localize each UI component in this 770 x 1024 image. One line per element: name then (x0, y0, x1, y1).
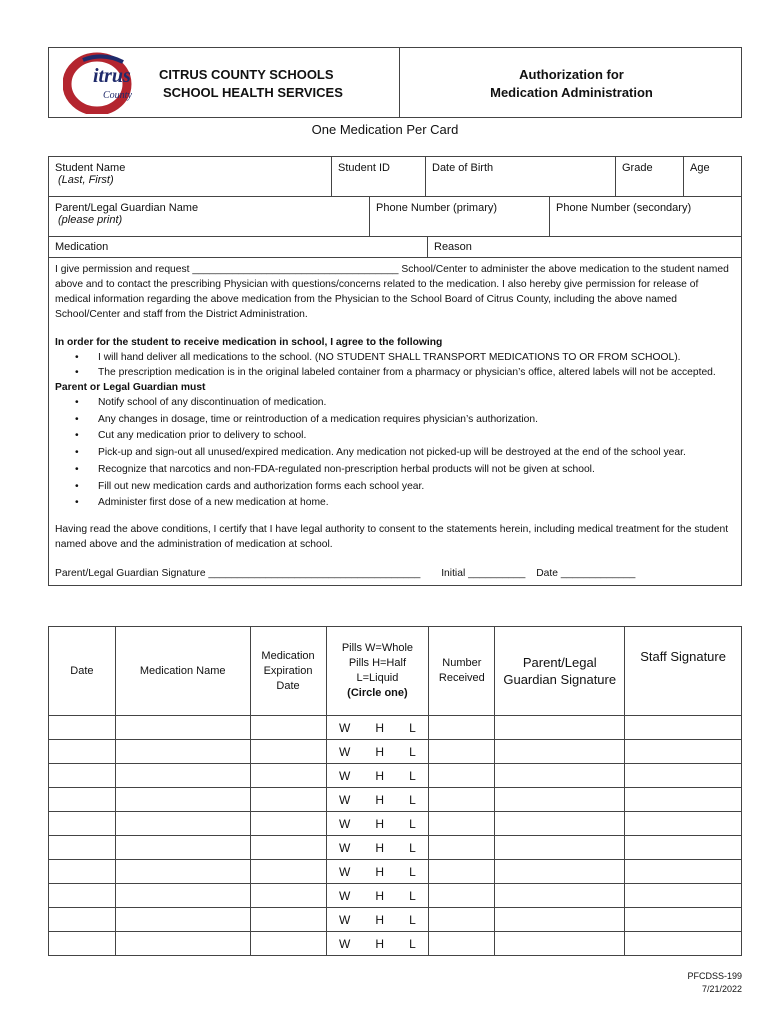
guardian-item: • Notify school of any discontinuation of medication. (55, 395, 735, 412)
pill-type-selector[interactable] (326, 740, 429, 764)
col-date: Date (49, 627, 116, 716)
pill-option[interactable]: H (375, 744, 385, 759)
log-cell[interactable] (625, 716, 742, 740)
log-cell[interactable] (115, 836, 250, 860)
pill-option[interactable]: W (339, 936, 351, 951)
agree-item: • The prescription medication is in the original labeled container from a pharmacy or physician’s office, altered labels will not be accepted. (55, 365, 735, 380)
log-cell[interactable] (495, 836, 625, 860)
log-cell[interactable] (49, 764, 116, 788)
log-cell[interactable] (495, 740, 625, 764)
pill-option[interactable]: H (375, 888, 385, 903)
certify-paragraph: Having read the above conditions, I certify that I have legal authority to consent to the statements herein, including medical treatment for the student named above and the administration of medication at school. (55, 523, 729, 550)
log-cell[interactable] (250, 836, 326, 860)
col-medication-name: Medication Name (115, 627, 250, 716)
log-cell[interactable] (49, 740, 116, 764)
pill-type-selector[interactable] (326, 788, 429, 812)
log-cell[interactable] (250, 884, 326, 908)
log-cell[interactable] (495, 860, 625, 884)
col-number-received: Number Received (429, 627, 495, 716)
log-cell[interactable] (49, 860, 116, 884)
log-cell[interactable] (429, 788, 495, 812)
log-cell[interactable] (115, 740, 250, 764)
log-row (49, 860, 742, 884)
pill-option[interactable]: W (339, 816, 351, 831)
log-cell[interactable] (49, 836, 116, 860)
log-cell[interactable] (429, 908, 495, 932)
pill-option[interactable]: L (409, 768, 416, 783)
guardian-row (49, 197, 741, 237)
pill-type-selector[interactable] (326, 812, 429, 836)
permission-paragraph: I give permission and request ____________________________________ School/Center to administer the above medication to the student named above and to contact the prescribing Physician with questions/concerns related to the medication. I also hereby give permission for release of medical information regarding the above medication from the Physician to the School Board of Citrus County, including the above named School/Center and staff from the District Administration. (55, 264, 729, 320)
pill-type-selector[interactable] (326, 860, 429, 884)
log-row (49, 764, 742, 788)
log-cell[interactable] (115, 932, 250, 956)
agree-heading: In order for the student to receive medication in school, I agree to the following (55, 337, 443, 348)
log-cell[interactable] (429, 932, 495, 956)
pill-option[interactable]: H (375, 720, 385, 735)
log-cell[interactable] (49, 716, 116, 740)
form-footer (687, 970, 742, 996)
log-cell[interactable] (115, 764, 250, 788)
log-cell[interactable] (625, 812, 742, 836)
pill-option[interactable]: L (409, 936, 416, 951)
phone-primary-field[interactable]: Phone Number (primary) (369, 197, 549, 236)
log-cell[interactable] (429, 860, 495, 884)
pill-option[interactable]: L (409, 864, 416, 879)
student-name-field[interactable]: Student Name (Last, First) (55, 162, 126, 186)
pill-option[interactable]: H (375, 792, 385, 807)
pill-type-selector[interactable] (326, 932, 429, 956)
age-field[interactable]: Age (683, 157, 741, 196)
log-cell[interactable] (495, 812, 625, 836)
pill-option[interactable]: L (409, 912, 416, 927)
log-cell[interactable] (49, 908, 116, 932)
pill-option[interactable]: H (375, 912, 385, 927)
log-cell[interactable] (495, 716, 625, 740)
log-cell[interactable] (250, 764, 326, 788)
log-cell[interactable] (250, 716, 326, 740)
pill-option[interactable]: W (339, 864, 351, 879)
guardian-item: • Administer first dose of a new medication at home. (55, 495, 735, 512)
guardian-heading: Parent or Legal Guardian must (55, 382, 206, 393)
log-cell[interactable] (115, 716, 250, 740)
log-cell[interactable] (495, 908, 625, 932)
guardian-list (55, 395, 735, 512)
log-cell[interactable] (429, 884, 495, 908)
pill-option[interactable]: W (339, 888, 351, 903)
phone-secondary-field[interactable]: Phone Number (secondary) (549, 197, 741, 236)
log-cell[interactable] (250, 908, 326, 932)
grade-field[interactable]: Grade (615, 157, 683, 196)
log-cell[interactable] (115, 908, 250, 932)
log-cell[interactable] (115, 788, 250, 812)
student-info-form (48, 156, 742, 586)
log-cell[interactable] (495, 932, 625, 956)
form-subtitle: One Medication Per Card (311, 122, 459, 137)
pill-option[interactable]: L (409, 744, 416, 759)
log-row (49, 908, 742, 932)
log-cell[interactable] (250, 860, 326, 884)
pill-option[interactable]: W (339, 840, 351, 855)
log-cell[interactable] (49, 884, 116, 908)
pill-type-selector[interactable] (326, 908, 429, 932)
pill-option[interactable]: H (375, 768, 385, 783)
pill-option[interactable]: H (375, 864, 385, 879)
log-cell[interactable] (625, 884, 742, 908)
organization-name: CITRUS COUNTY SCHOOLS SCHOOL HEALTH SERVICES (159, 67, 343, 100)
pill-option[interactable]: W (339, 720, 351, 735)
form-title: Authorization for Medication Administration (490, 67, 653, 100)
pill-option[interactable]: L (409, 720, 416, 735)
pill-option[interactable]: L (409, 888, 416, 903)
log-cell[interactable] (115, 860, 250, 884)
log-cell[interactable] (49, 932, 116, 956)
guardian-item: • Fill out new medication cards and authorization forms each school year. (55, 479, 735, 496)
log-row (49, 716, 742, 740)
log-cell[interactable] (115, 812, 250, 836)
pill-type-selector[interactable] (326, 884, 429, 908)
log-cell[interactable] (429, 764, 495, 788)
medication-field[interactable]: Medication (55, 241, 109, 253)
pill-option[interactable]: W (339, 768, 351, 783)
svg-text:itrus: itrus (93, 65, 131, 87)
col-pills: Pills W=Whole Pills H=Half L=Liquid (Circle one) (326, 627, 429, 716)
form-date: 7/21/2022 (701, 984, 742, 994)
log-cell[interactable] (625, 908, 742, 932)
log-cell[interactable] (250, 788, 326, 812)
guardian-name-field[interactable]: Parent/Legal Guardian Name (please print) (55, 202, 199, 226)
log-cell[interactable] (625, 836, 742, 860)
log-cell[interactable] (495, 764, 625, 788)
reason-field[interactable]: Reason (427, 237, 741, 257)
signature-line[interactable]: Parent/Legal Guardian Signature _____________________________________ Initial __________ Date _____________ (55, 567, 636, 579)
log-cell[interactable] (429, 812, 495, 836)
log-row (49, 932, 742, 956)
form-header (48, 47, 742, 118)
pill-type-selector[interactable] (326, 836, 429, 860)
guardian-item: • Any changes in dosage, time or reintroduction of a medication requires physician’s authorization. (55, 412, 735, 429)
pill-option[interactable]: L (409, 816, 416, 831)
log-cell[interactable] (625, 932, 742, 956)
citrus-county-logo (63, 52, 145, 114)
log-cell[interactable] (495, 788, 625, 812)
log-cell[interactable] (429, 836, 495, 860)
log-cell[interactable] (250, 932, 326, 956)
log-cell[interactable] (115, 884, 250, 908)
log-row (49, 788, 742, 812)
pill-option[interactable]: L (409, 840, 416, 855)
pill-option[interactable]: H (375, 840, 385, 855)
log-cell[interactable] (495, 884, 625, 908)
log-cell[interactable] (429, 716, 495, 740)
col-staff-signature: Staff Signature (625, 627, 742, 716)
log-cell[interactable] (625, 764, 742, 788)
guardian-item: • Pick-up and sign-out all unused/expired medication. Any medication not picked-up will be destroyed at the end of the school year. (55, 445, 735, 462)
guardian-item: • Cut any medication prior to delivery to school. (55, 428, 735, 445)
consent-text (49, 258, 741, 585)
log-row (49, 812, 742, 836)
col-expiration: Medication Expiration Date (250, 627, 326, 716)
log-cell[interactable] (625, 860, 742, 884)
form-id: PFCDSS-199 (687, 971, 742, 981)
pill-type-selector[interactable] (326, 716, 429, 740)
col-guardian-signature: Parent/Legal Guardian Signature (495, 627, 625, 716)
date-of-birth-field[interactable]: Date of Birth (425, 157, 615, 196)
log-cell[interactable] (625, 740, 742, 764)
log-cell[interactable] (625, 788, 742, 812)
log-cell[interactable] (429, 740, 495, 764)
pill-option[interactable]: W (339, 912, 351, 927)
pill-option[interactable]: H (375, 936, 385, 951)
log-cell[interactable] (49, 788, 116, 812)
pill-option[interactable]: H (375, 816, 385, 831)
pill-option[interactable]: W (339, 792, 351, 807)
log-row (49, 884, 742, 908)
log-row (49, 836, 742, 860)
svg-text:County: County (103, 90, 132, 101)
agree-list (55, 350, 735, 380)
student-id-field[interactable]: Student ID (331, 157, 425, 196)
log-cell[interactable] (250, 812, 326, 836)
guardian-item: • Recognize that narcotics and non-FDA-regulated non-prescription herbal products will not be given at school. (55, 462, 735, 479)
agree-item: • I will hand deliver all medications to the school. (NO STUDENT SHALL TRANSPORT MEDICATIONS TO OR FROM SCHOOL). (55, 350, 735, 365)
pill-type-selector[interactable] (326, 764, 429, 788)
log-cell[interactable] (49, 812, 116, 836)
log-cell[interactable] (250, 740, 326, 764)
pill-option[interactable]: L (409, 792, 416, 807)
pill-option[interactable]: W (339, 744, 351, 759)
medication-log-table (48, 626, 742, 956)
medication-row (49, 237, 741, 258)
student-row (49, 157, 741, 197)
log-row (49, 740, 742, 764)
